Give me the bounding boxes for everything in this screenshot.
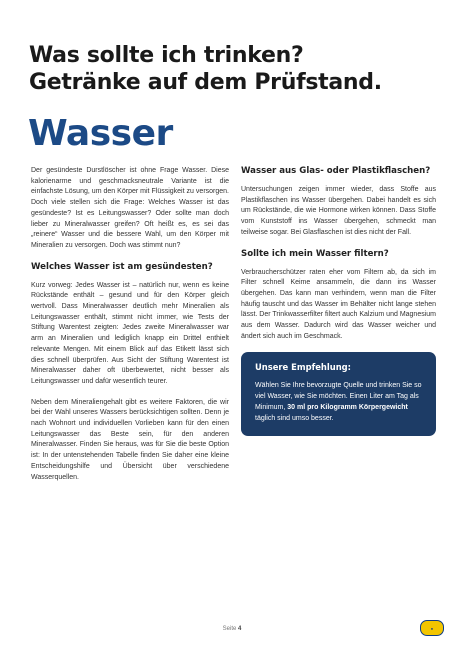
paragraph-mineral-content: Kurz vorweg: Jedes Wasser ist – natürlich nur, wenn es keine Rückstände enthält – gesund und für den Körper gleich wertvoll. Dass Mineralwasser deutlich mehr Mineralien als Leitungswasser enthält, stimmt nicht immer, wie Tests der Stiftung Warentest zeigten: Jedes zweite Mineralwasser war arm an Mineralien und lediglich knapp ein Drittel enthielt relevante Mengen. Mit einem Blick auf das Etikett lässt sich dies schnell überprüfen. Aus Sicht der Stiftung Warentest ist Mineralwasser daher oft überbewertet, nicht besser als Leitungswasser und dafür wesentlich teurer. — [31, 281, 229, 385]
section-title: Wasser — [28, 113, 173, 154]
intro-paragraph: Der gesündeste Durstlöscher ist ohne Frage Wasser. Diese kalorienarme und geschmacksneutrale Variante ist die einfachste Lösung, um den Körper mit Flüssigkeit zu versorgen. Doch viele stellen sich die Frage: Welches Wasser ist das gesündeste? Ist es Leitungswasser? Oder sollte man doch lieber zu Mineralwasser greifen? Oft heißt es, es sei das „reinere“ Wasser und die bessere Wahl, um den Körper mit Mineralien zu versorgen. Doch was stimmt nun? — [31, 167, 229, 249]
headline-line-2: Getränke auf dem Prüfstand. — [29, 70, 382, 95]
left-column — [31, 166, 229, 493]
recommendation-box — [241, 352, 436, 435]
page-number-value: 4 — [238, 626, 242, 632]
page-headline — [29, 42, 382, 96]
recommendation-text-bold: 30 ml pro Kilogramm Körpergewicht — [287, 404, 408, 412]
right-column — [241, 166, 436, 436]
recommendation-text-end: täglich sind umso besser. — [255, 414, 334, 422]
heading-healthiest-water: Welches Wasser ist am gesündesten? — [31, 261, 213, 272]
headline-line-1: Was sollte ich trinken? — [29, 43, 304, 68]
recommendation-text — [255, 381, 424, 424]
recommendation-text-start: Wählen Sie Ihre bevorzugte Quelle und trinken Sie so viel Wasser, wie Sie möchten. Einen Liter am Tag als Minimum, — [255, 382, 422, 412]
recommendation-title: Unsere Empfehlung: — [255, 362, 352, 373]
page-number — [0, 626, 464, 632]
heading-glass-plastic: Wasser aus Glas- oder Plastikflaschen? — [241, 166, 431, 176]
page-label: Seite — [222, 626, 237, 632]
paragraph-filter-water: Verbraucherschützer raten eher vom Filtern ab, da sich im Filter schnell Keime ansammeln, die dann ins Wasser übergehen. Das kann man verhindern, wenn man die Filter häufig tauscht und das Wasser im Behälter nicht lange stehen lässt. Der Trinkwasserfilter filtert auch Kalzium und Magnesium aus dem Wasser. Dadurch wird das Wasser weicher und ändert sich auch im Geschmack. — [241, 268, 436, 340]
heading-filter-water: Sollte ich mein Wasser filtern? — [241, 248, 389, 259]
brand-logo-icon: ● — [420, 620, 444, 636]
paragraph-other-factors: Neben dem Mineraliengehalt gibt es weitere Faktoren, die wir bei der Wahl unseres Wassers berücksichtigen sollten. Denn je nach Wohnort und individuellen Vorlieben kann für den einen Leitungswasser das Beste sein, für den anderen Mineralwasser. Finden Sie heraus, was für Sie die beste Option ist: In der untenstehenden Tabelle finden Sie daher eine kleine Entscheidungshilfe und Übersicht über verschiedene Wasserquellen. — [31, 398, 229, 481]
paragraph-glass-plastic: Untersuchungen zeigen immer wieder, dass Stoffe aus Plastikflaschen ins Wasser übergehen. Dabei handelt es sich um Rückstände, die wie Hormone wirken können. Dass Stoffe vom Kunststoff ins Wasser übergehen, schmeckt man teilweise sogar. Bei Glasflaschen ist dies nicht der Fall. — [241, 186, 436, 236]
